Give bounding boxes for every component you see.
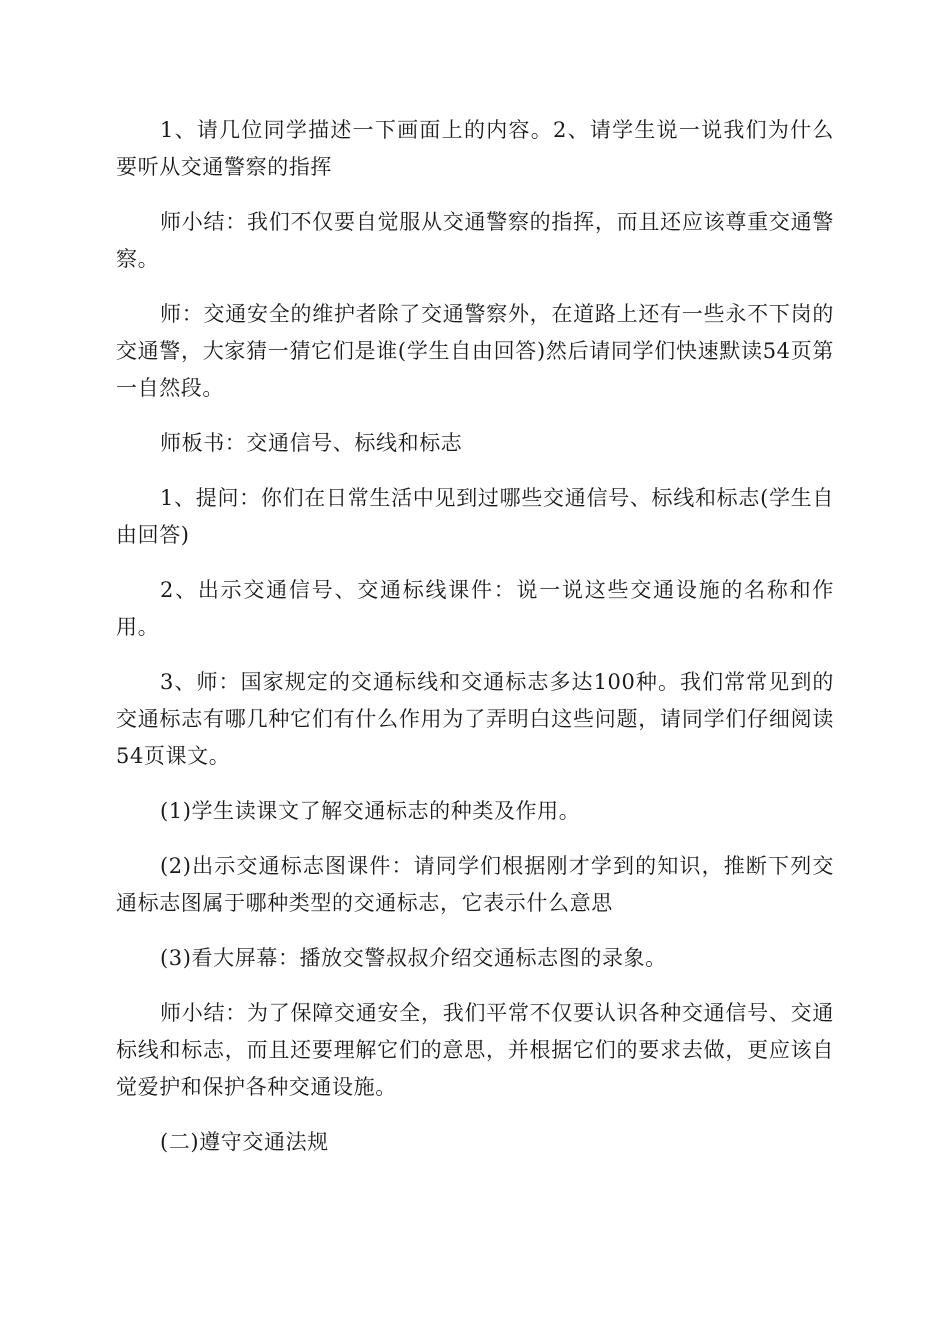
paragraph: 师小结：为了保障交通安全，我们平常不仅要认识各种交通信号、交通标线和标志，而且还要理解它们的意思，并根据它们的要求去做，更应该自觉爱护和保护各种交通设施。 <box>116 1001 834 1099</box>
paragraph: (2)出示交通标志图课件：请同学们根据刚才学到的知识，推断下列交通标志图属于哪种类型的交通标志，它表示什么意思 <box>116 854 834 915</box>
section-heading: (二)遵守交通法规 <box>160 1130 329 1154</box>
paragraph: (3)看大屏幕：播放交警叔叔介绍交通标志图的录象。 <box>160 946 667 970</box>
paragraph: 3、师：国家规定的交通标线和交通标志多达100种。我们常常见到的交通标志有哪几种它们有什么作用为了弄明白这些问题，请同学们仔细阅读54页课文。 <box>116 670 834 768</box>
document-body <box>116 112 834 1179</box>
paragraph: 师：交通安全的维护者除了交通警察外，在道路上还有一些永不下岗的交通警，大家猜一猜它们是谁(学生自由回答)然后请同学们快速默读54页第一自然段。 <box>116 302 834 400</box>
paragraph: 2、出示交通信号、交通标线课件：说一说这些交通设施的名称和作用。 <box>116 578 834 639</box>
paragraph: 1、请几位同学描述一下画面上的内容。2、请学生说一说我们为什么要听从交通警察的指挥 <box>116 118 834 179</box>
paragraph: 师板书：交通信号、标线和标志 <box>160 431 463 455</box>
paragraph: (1)学生读课文了解交通标志的种类及作用。 <box>160 799 581 823</box>
paragraph: 1、提问：你们在日常生活中见到过哪些交通信号、标线和标志(学生自由回答) <box>116 486 834 547</box>
paragraph: 师小结：我们不仅要自觉服从交通警察的指挥，而且还应该尊重交通警察。 <box>116 210 834 271</box>
